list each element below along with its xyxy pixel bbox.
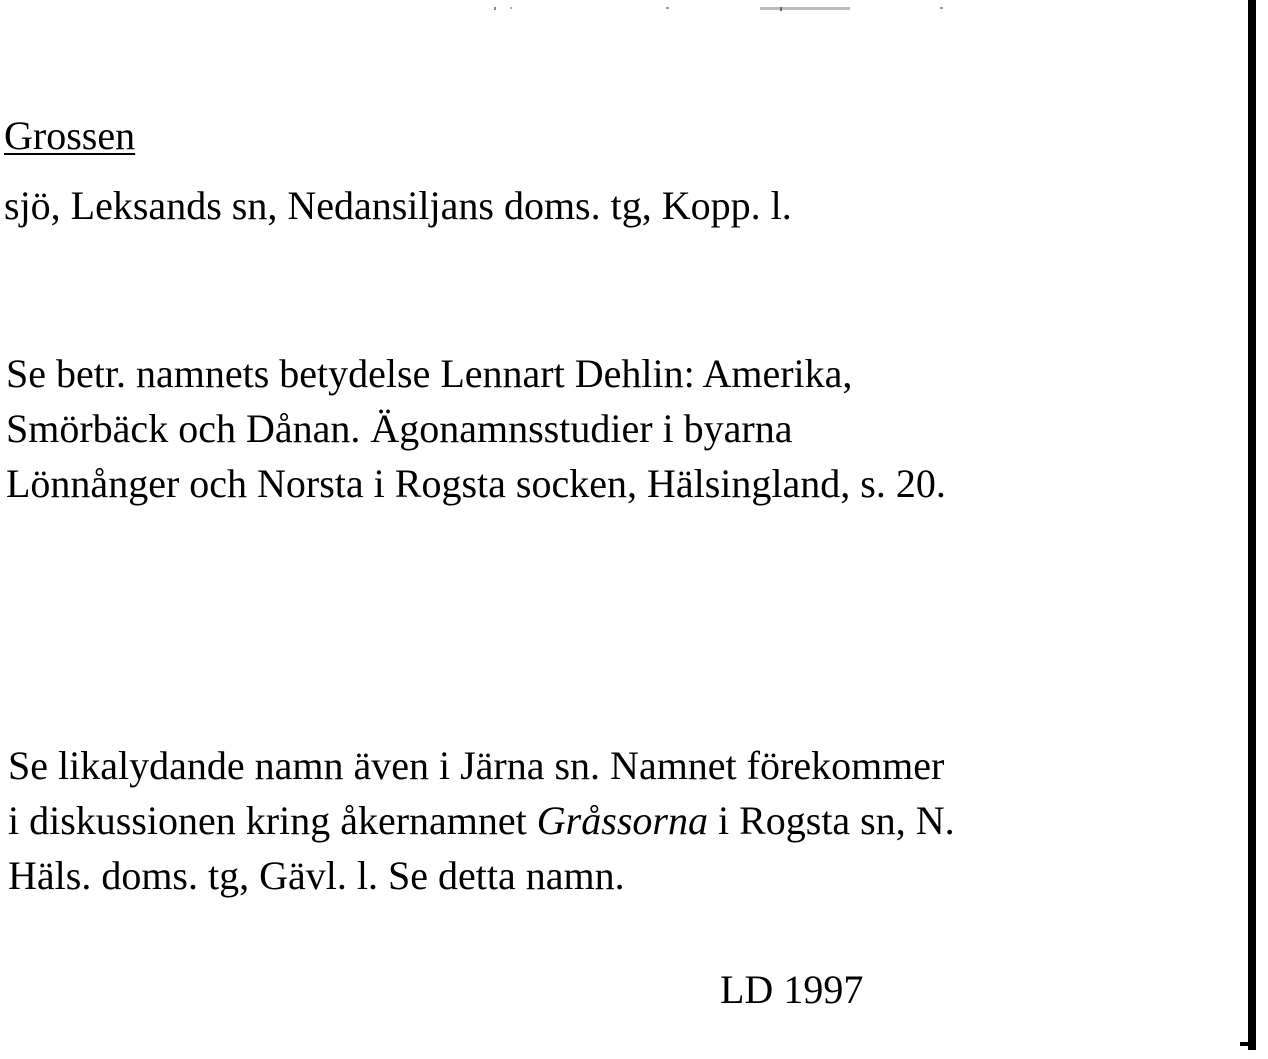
note-line-1: Se likalydande namn även i Järna sn. Namnet förekommer [8, 743, 945, 788]
italic-placename: Gråssorna [536, 798, 708, 843]
headword: Grossen [4, 113, 136, 158]
reference-line-3: Lönnånger och Norsta i Rogsta socken, Hälsingland, s. 20. [6, 461, 946, 506]
card-edge-border [1248, 0, 1256, 1050]
card-edge-tick [1240, 1042, 1252, 1046]
scan-specks [480, 0, 960, 6]
note-line-2-text: i diskussionen kring åkernamnet [8, 798, 537, 843]
reference-line-1: Se betr. namnets betydelse Lennart Dehlin: Amerika, [6, 351, 853, 396]
note-line-3: Häls. doms. tg, Gävl. l. Se detta namn. [8, 853, 625, 898]
location-line: sjö, Leksands sn, Nedansiljans doms. tg, Kopp. l. [4, 183, 792, 228]
note-line-2 [8, 797, 955, 845]
signature: LD 1997 [720, 967, 864, 1012]
reference-line-2: Smörbäck och Dånan. Ägonamnsstudier i byarna [6, 406, 793, 451]
note-line-2-text-end: i Rogsta sn, N. [707, 798, 955, 843]
